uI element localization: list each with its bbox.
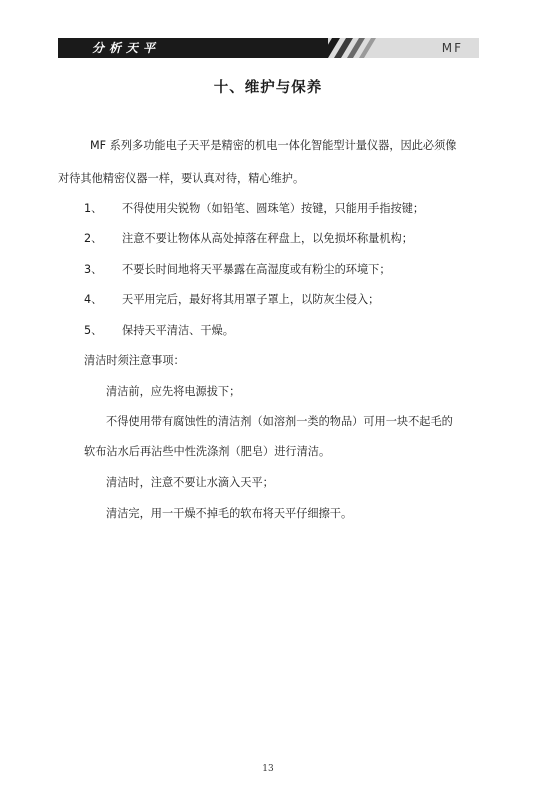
item-5-text: 保持天平清洁、干燥。 [122,324,234,337]
intro-line-2: 对待其他精密仪器一样，要认真对待，精心维护。 [58,172,305,185]
cleaning-line-5: 清洁完，用一干燥不掉毛的软布将天平仔细擦干。 [106,507,353,520]
cleaning-heading: 清洁时须注意事项： [84,354,185,367]
cleaning-line-4: 清洁时，注意不要让水滴入天平； [106,476,274,489]
item-3-text: 不要长时间地将天平暴露在高湿度或有粉尘的环境下； [122,263,391,276]
item-2-number: 2、 [84,232,103,245]
intro-line-1: MF 系列多功能电子天平是精密的机电一体化智能型计量仪器，因此必须像 [90,139,457,152]
section-title: 十、维护与保养 [213,80,323,96]
cleaning-line-3: 软布沾水后再沾些中性洗涤剂（肥皂）进行清洁。 [84,445,331,458]
cleaning-line-2: 不得使用带有腐蚀性的清洁剂（如溶剂一类的物品）可用一块不起毛的 [106,415,453,428]
item-3-number: 3、 [84,263,103,276]
item-1-text: 不得使用尖锐物（如铅笔、圆珠笔）按键，只能用手指按键； [122,202,425,215]
header-stripes-decoration [320,38,380,58]
header-section-title: 分析天平 [92,41,161,55]
item-4-text: 天平用完后，最好将其用罩子罩上，以防灰尘侵入； [122,293,380,306]
item-4-number: 4、 [84,293,103,306]
page-number: 13 [262,764,274,774]
page-header [58,38,479,58]
item-2-text: 注意不要让物体从高处掉落在秤盘上，以免损坏称量机构； [122,232,413,245]
item-1-number: 1、 [84,202,103,215]
item-5-number: 5、 [84,324,103,337]
header-model-label: MF [441,41,463,55]
cleaning-line-1: 清洁前，应先将电源拔下； [106,385,241,398]
